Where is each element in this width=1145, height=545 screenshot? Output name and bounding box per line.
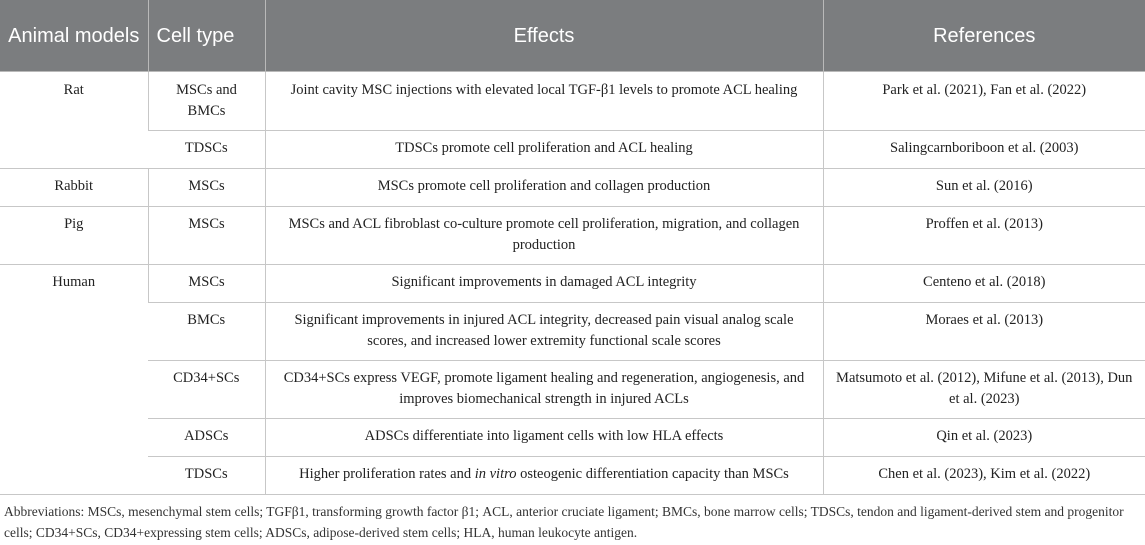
effects-cell: Significant improvements in injured ACL integrity, decreased pain visual analog scale scores, and increased lower extremity functional scale scores: [265, 303, 823, 361]
effects-cell: MSCs and ACL fibroblast co-culture promote cell proliferation, migration, and collagen production: [265, 207, 823, 265]
table-row: [0, 303, 1145, 361]
abbreviations-footnote: Abbreviations: MSCs, mesenchymal stem cells; TGFβ1, transforming growth factor β1; ACL, anterior cruciate ligament; BMCs, bone marrow cells; TDSCs, tendon and ligament-derived stem and progenitor cells; CD34+SCs, CD34+expressing stem cells; ADSCs, adipose-derived stem cells; HLA, human leukocyte antigen.: [4, 504, 1124, 540]
header-cell-type: Cell type: [148, 0, 265, 72]
references-cell: Chen et al. (2023), Kim et al. (2022): [823, 457, 1145, 495]
effects-cell: ADSCs differentiate into ligament cells with low HLA effects: [265, 419, 823, 457]
cell-type-cell: TDSCs: [148, 131, 265, 169]
cell-type-cell: MSCs: [148, 169, 265, 207]
table-row: [0, 72, 1145, 131]
table-row: [0, 169, 1145, 207]
table-row: [0, 457, 1145, 495]
cell-type-cell: CD34+SCs: [148, 361, 265, 419]
references-cell: Salingcarnboriboon et al. (2003): [823, 131, 1145, 169]
table-row: [0, 131, 1145, 169]
references-cell: Moraes et al. (2013): [823, 303, 1145, 361]
cell-type-cell: TDSCs: [148, 457, 265, 495]
animal-cell: Rat: [0, 72, 148, 169]
references-cell: Centeno et al. (2018): [823, 265, 1145, 303]
table-row: [0, 207, 1145, 265]
cell-type-cell: MSCs and BMCs: [148, 72, 265, 131]
cell-type-cell: ADSCs: [148, 419, 265, 457]
animal-cell: Pig: [0, 207, 148, 265]
effects-cell: TDSCs promote cell proliferation and ACL healing: [265, 131, 823, 169]
in-vitro-italic: in vitro: [474, 466, 517, 482]
effects-cell: Higher proliferation rates and in vitro osteogenic differentiation capacity than MSCs: [265, 457, 823, 495]
references-cell: Park et al. (2021), Fan et al. (2022): [823, 72, 1145, 131]
animal-cell: Human: [0, 265, 148, 495]
table-row: [0, 419, 1145, 457]
table-row: [0, 361, 1145, 419]
effects-cell: Significant improvements in damaged ACL integrity: [265, 265, 823, 303]
effects-cell: MSCs promote cell proliferation and collagen production: [265, 169, 823, 207]
header-animal-models: Animal models: [0, 0, 148, 72]
table-row: [0, 265, 1145, 303]
references-cell: Matsumoto et al. (2012), Mifune et al. (2013), Dun et al. (2023): [823, 361, 1145, 419]
cell-type-cell: BMCs: [148, 303, 265, 361]
references-cell: Proffen et al. (2013): [823, 207, 1145, 265]
cell-type-cell: MSCs: [148, 265, 265, 303]
header-effects: Effects: [265, 0, 823, 72]
effects-cell: Joint cavity MSC injections with elevated local TGF-β1 levels to promote ACL healing: [265, 72, 823, 131]
effects-cell: CD34+SCs express VEGF, promote ligament healing and regeneration, angiogenesis, and improves biomechanical strength in injured ACLs: [265, 361, 823, 419]
references-cell: Qin et al. (2023): [823, 419, 1145, 457]
animal-cell: Rabbit: [0, 169, 148, 207]
header-row: [0, 0, 1145, 72]
references-cell: Sun et al. (2016): [823, 169, 1145, 207]
header-references: References: [823, 0, 1145, 72]
cell-type-cell: MSCs: [148, 207, 265, 265]
